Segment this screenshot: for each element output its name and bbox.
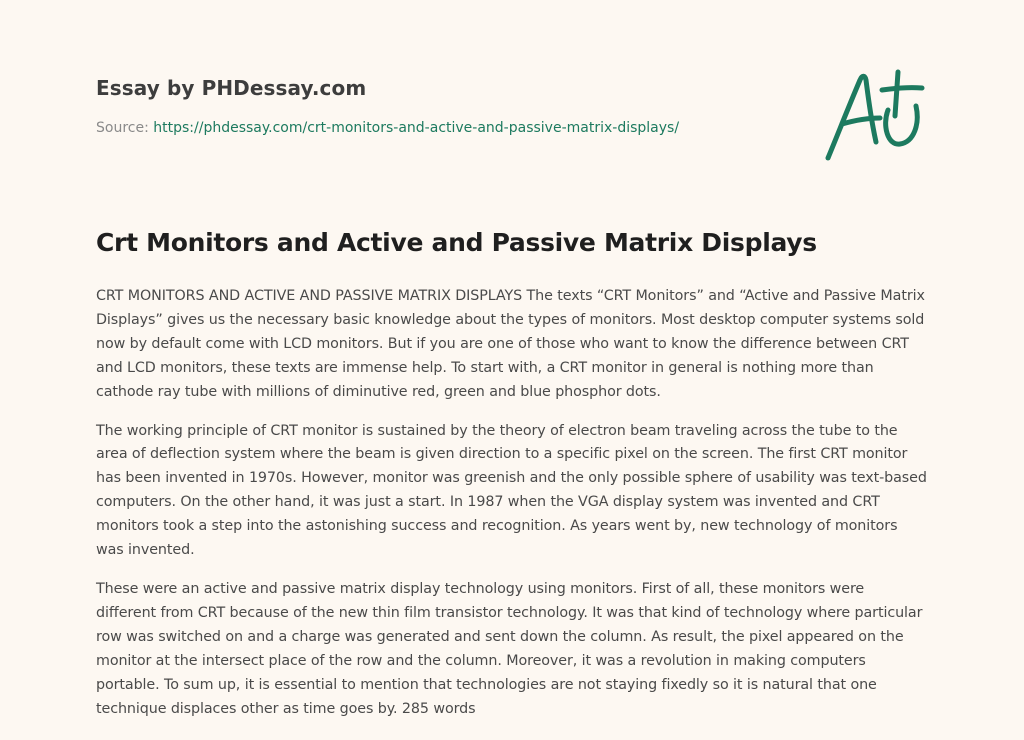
essay-paragraph: These were an active and passive matrix display technology using monitors. First of all, these monitors were different from CRT because of the new thin film transistor technology. It was that kind of technology where particular row was switched on and a charge was generated and sent down the column. As result, the pixel appeared on the monitor at the intersect place of the row and the column. Moreover, it was a revolution in making computers portable. To sum up, it is essential to mention that technologies are not staying fixedly so it is natural that one technique displaces other as time goes by. 285 words: [96, 580, 923, 717]
page-header: [96, 76, 796, 136]
source-line: [96, 120, 796, 136]
a-plus-grade-icon: [822, 66, 926, 164]
essay-body: [96, 285, 928, 736]
site-title: Essay by PHDessay.com: [96, 76, 367, 100]
source-label: Source:: [96, 120, 149, 136]
essay-paragraph: CRT MONITORS AND ACTIVE AND PASSIVE MATRIX DISPLAYS The texts “CRT Monitors” and “Active and Passive Matrix Displays” gives us the necessary basic knowledge about the types of monitors. Most desktop computer systems sold now by default come with LCD monitors. But if you are one of those who want to know the difference between CRT and LCD monitors, these texts are immense help. To start with, a CRT monitor in general is nothing more than cathode ray tube with millions of diminutive red, green and blue phosphor dots.: [96, 288, 925, 400]
source-link[interactable]: https://phdessay.com/crt-monitors-and-active-and-passive-matrix-displays/: [153, 120, 680, 136]
essay-paragraph: The working principle of CRT monitor is sustained by the theory of electron beam traveling across the tube to the area of deflection system where the beam is given direction to a specific pixel on the screen. The first CRT monitor has been invented in 1970s. However, monitor was greenish and the only possible sphere of usability was text-based computers. On the other hand, it was just a start. In 1987 when the VGA display system was invented and CRT monitors took a step into the astonishing success and recognition. As years went by, new technology of monitors was invented.: [96, 422, 927, 559]
essay-title: Crt Monitors and Active and Passive Matrix Displays: [96, 228, 817, 257]
